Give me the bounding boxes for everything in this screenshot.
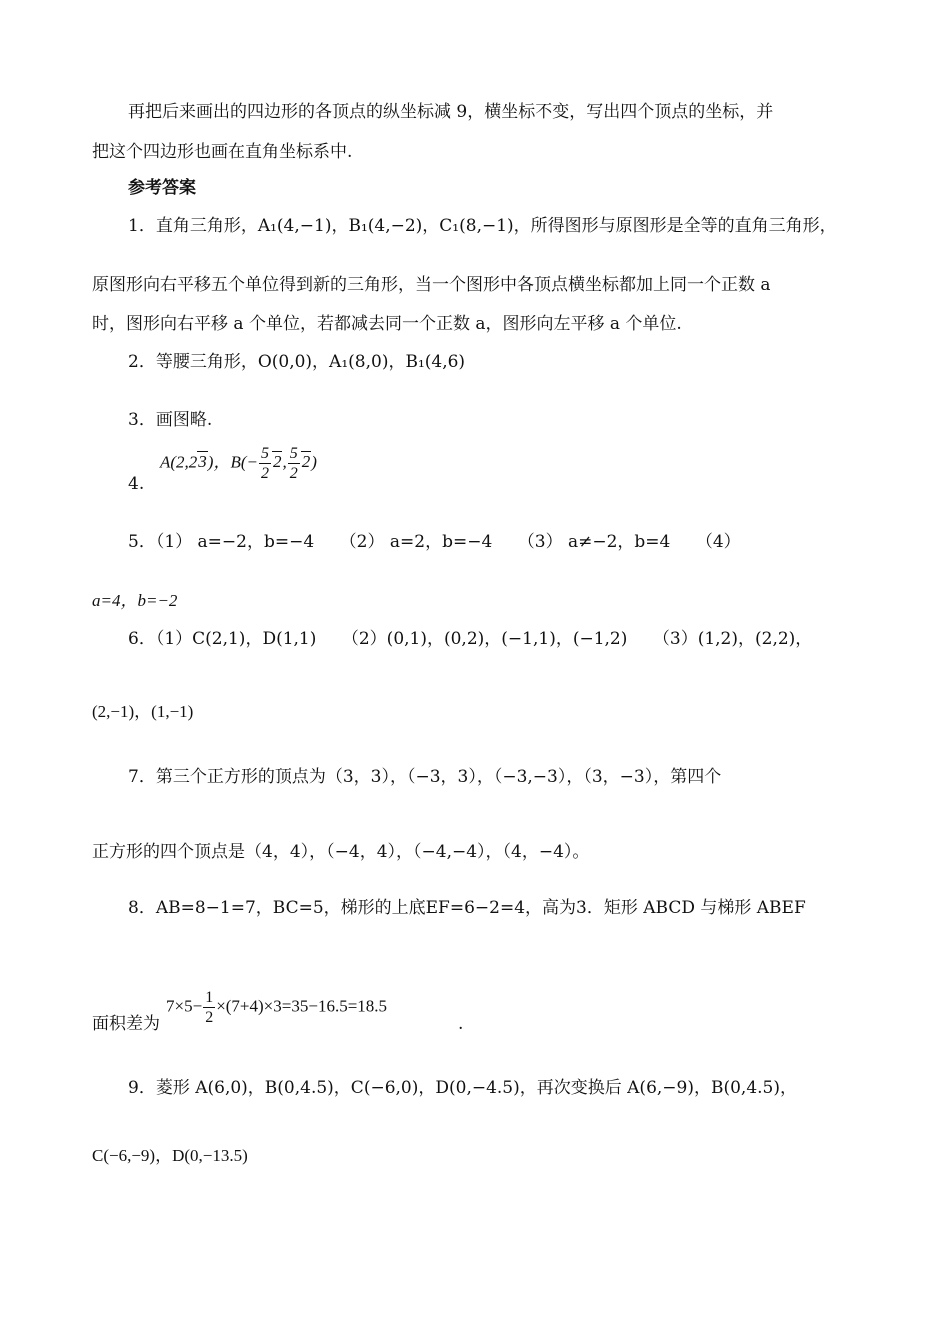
answer-1-line-1: 1．直角三角形，A₁(4,−1)，B₁(4,−2)，C₁(8,−1)，所得图形与原图形是全等的直角三角形， [128, 216, 837, 236]
answer-4-mid: )，B(− [207, 452, 258, 472]
fraction-denominator: 2 [205, 1009, 214, 1026]
answer-7-line-2: 正方形的四个顶点是（4，4），（−4，4），（−4,−4），（4，−4）。 [92, 842, 590, 862]
answer-8-expression [166, 988, 387, 1027]
answer-1-line-3: 时，图形向右平移 a 个单位，若都减去同一个正数 a，图形向左平移 a 个单位. [92, 314, 682, 334]
answer-6-line-1: 6．（1）C(2,1)，D(1,1) （2）(0,1)，(0,2)，(−1,1)，(−1,2) （3）(1,2)，(2,2)， [128, 629, 813, 649]
fraction-numerator: 1 [205, 989, 214, 1006]
intro-line-2: 把这个四边形也画在直角坐标系中. [92, 142, 353, 162]
answer-4-formula [160, 444, 317, 483]
answer-7-line-1: 7．第三个正方形的顶点为（3，3），（−3，3），（−3,−3），（3，−3），第四个 [128, 767, 722, 787]
fraction-denominator: 2 [289, 465, 298, 482]
fraction-numerator: 5 [289, 445, 298, 462]
fraction-5-over-2 [259, 444, 271, 483]
answer-9-line-2: C(−6,−9)，D(0,−13.5) [92, 1146, 248, 1165]
answer-8-period: . [458, 1014, 464, 1034]
fraction-denominator: 2 [260, 465, 269, 482]
answer-5-line-2: a=4，b=−2 [92, 591, 178, 610]
sqrt-3: 3 [198, 452, 207, 472]
answer-5-line-1: 5．（1） a=−2，b=−4 （2） a=2，b=−4 （3） a≠−2，b=4 （4） [128, 532, 741, 552]
answer-4-comma: , [282, 452, 287, 472]
section-heading: 参考答案 [128, 178, 196, 198]
fraction-5-over-2-second [288, 444, 300, 483]
answer-6-line-2: (2,−1)，(1,−1) [92, 702, 194, 721]
fraction-1-over-2 [203, 988, 215, 1027]
sqrt-2-first: 2 [272, 452, 282, 472]
answer-4-pre: A(2,2 [160, 452, 198, 472]
answer-1-line-2: 原图形向右平移五个单位得到新的三角形，当一个图形中各顶点横坐标都加上同一个正数 a [92, 275, 771, 295]
answer-8-expr-post: ×(7+4)×3=35−16.5=18.5 [216, 996, 388, 1016]
fraction-numerator: 5 [260, 445, 269, 462]
answer-4-close: ) [311, 452, 317, 472]
answer-3: 3．画图略. [128, 410, 213, 430]
sqrt-2-second: 2 [301, 452, 311, 472]
intro-line-1: 再把后来画出的四边形的各顶点的纵坐标减 9，横坐标不变，写出四个顶点的坐标，并 [128, 102, 774, 122]
answer-9-line-1: 9．菱形 A(6,0)，B(0,4.5)，C(−6,0)，D(0,−4.5)，再次变换后 A(6,−9)，B(0,4.5)， [128, 1078, 797, 1098]
answer-8-label: 面积差为 [92, 1014, 160, 1034]
answer-4-number: 4. [128, 474, 145, 494]
answer-8-expr-pre: 7×5− [166, 996, 203, 1016]
answer-2: 2．等腰三角形，O(0,0)，A₁(8,0)，B₁(4,6) [128, 352, 466, 372]
answer-8-line-1: 8．AB=8−1=7，BC=5，梯形的上底EF=6−2=4，高为3．矩形 ABCD 与梯形 ABEF [128, 898, 806, 918]
